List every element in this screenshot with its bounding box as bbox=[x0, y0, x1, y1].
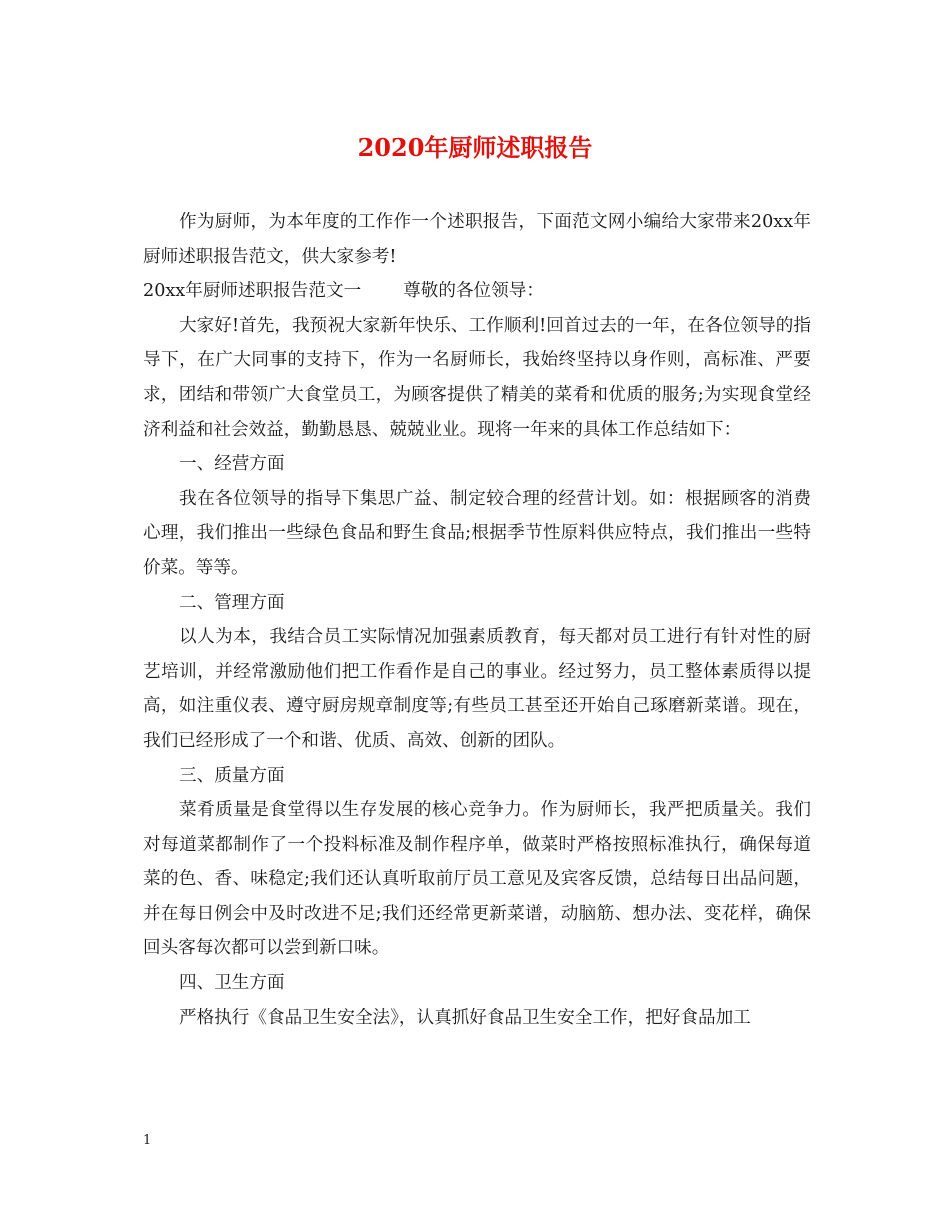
section-heading: 二、管理方面 bbox=[179, 592, 285, 613]
section-heading: 一、经营方面 bbox=[179, 454, 285, 475]
sample-heading-row bbox=[143, 274, 811, 309]
sample-heading: 20xx年厨师述职报告范文一 bbox=[143, 281, 362, 302]
intro-paragraph: 作为厨师，为本年度的工作作一个述职报告，下面范文网小编给大家带来20xx年厨师述职报告范文，供大家参考! bbox=[143, 212, 811, 267]
body-paragraph: 以人为本，我结合员工实际情况加强素质教育，每天都对员工进行有针对性的厨艺培训，并经常激励他们把工作看作是自己的事业。经过努力，员工整体素质得以提高，如注重仪表、遵守厨房规章制度等;有些员工甚至还开始自己琢磨新菜谱。现在，我们已经形成了一个和谐、优质、高效、创新的团队。 bbox=[143, 627, 811, 751]
salutation: 尊敬的各位领导： bbox=[403, 281, 544, 302]
document-title: 2020年厨师述职报告 bbox=[357, 133, 593, 162]
document-body bbox=[143, 205, 811, 1035]
body-paragraph: 大家好!首先，我预祝大家新年快乐、工作顺利!回首过去的一年，在各位领导的指导下，在广大同事的支持下，作为一名厨师长，我始终坚持以身作则，高标准、严要求，团结和带领广大食堂员工，为顾客提供了精美的菜肴和优质的服务;为实现食堂经济利益和社会效益，勤勤恳恳、兢兢业业。现将一年来的具体工作总结如下： bbox=[143, 315, 811, 440]
section-heading: 三、质量方面 bbox=[179, 765, 285, 786]
section-heading: 四、卫生方面 bbox=[179, 973, 285, 994]
body-paragraph: 我在各位领导的指导下集思广益、制定较合理的经营计划。如：根据顾客的消费心理，我们推出一些绿色食品和野生食品;根据季节性原料供应特点，我们推出一些特价菜。等等。 bbox=[143, 488, 811, 578]
body-paragraph: 菜肴质量是食堂得以生存发展的核心竞争力。作为厨师长，我严把质量关。我们对每道菜都制作了一个投料标准及制作程序单，做菜时严格按照标准执行，确保每道菜的色、香、味稳定;我们还认真听取前厅员工意见及宾客反馈，总结每日出品问题，并在每日例会中及时改进不足;我们还经常更新菜谱，动脑筋、想办法、变花样，确保回头客每次都可以尝到新口味。 bbox=[143, 800, 811, 959]
report-paragraphs bbox=[143, 309, 811, 1035]
body-paragraph: 严格执行《食品卫生安全法》，认真抓好食品卫生安全工作，把好食品加工 bbox=[179, 1007, 751, 1028]
page-number: 1 bbox=[143, 1133, 152, 1148]
